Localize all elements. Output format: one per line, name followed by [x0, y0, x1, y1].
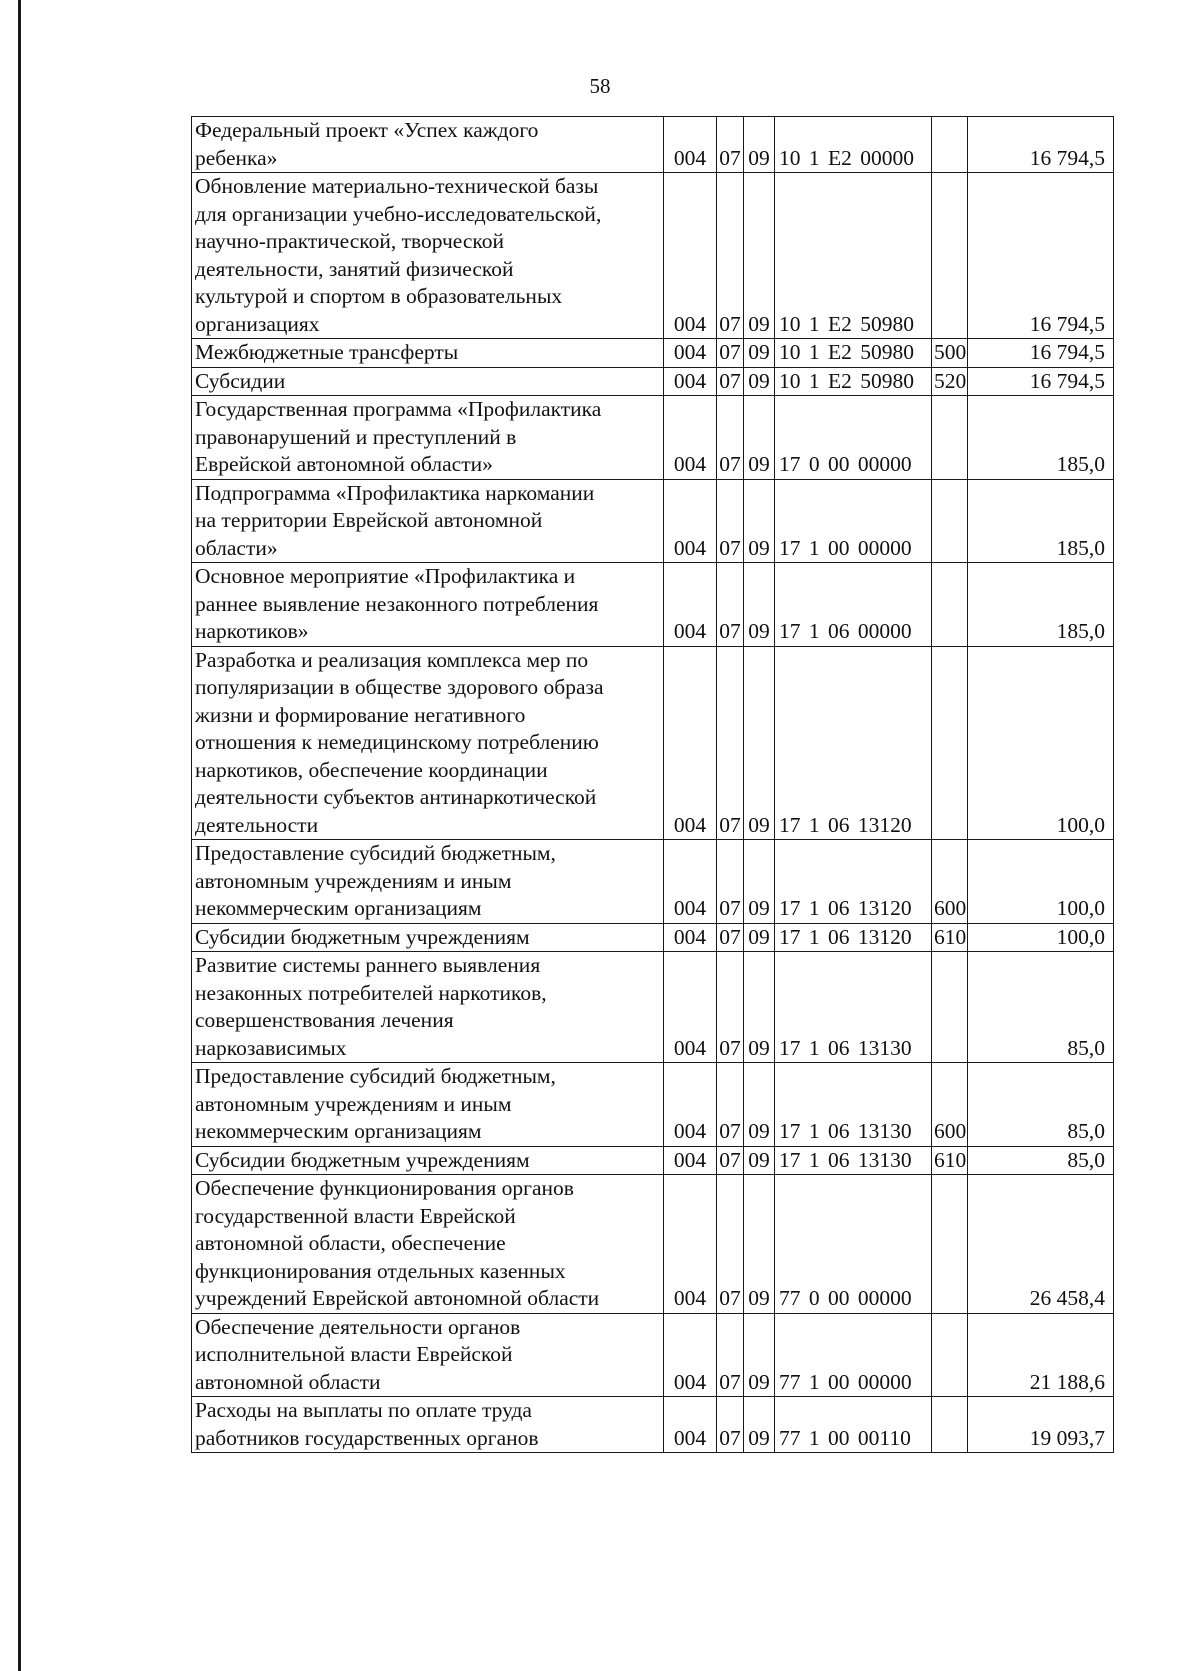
item-name-line: Предоставление субсидий бюджетным,: [195, 841, 556, 865]
subsection-code-cell: 09: [744, 1175, 775, 1314]
item-name-line: Межбюджетные трансферты: [195, 340, 459, 364]
subsection-code-cell: 09: [744, 952, 775, 1063]
target-article-cell: 17 1 06 00000: [775, 563, 932, 647]
table-row: [192, 479, 1114, 563]
expense-type-cell: [932, 396, 968, 480]
item-name-line: раннее выявление незаконного потребления: [195, 591, 599, 616]
subsection-code-cell: 09: [744, 117, 775, 173]
table-row: [192, 1313, 1114, 1397]
target-article-cell: 77 0 00 00000: [775, 1175, 932, 1314]
amount-cell: 21 188,6: [968, 1313, 1114, 1397]
ministry-code-cell: 004: [664, 339, 717, 368]
item-name-line: научно-практической, творческой: [195, 229, 504, 253]
target-article-cell: 10 1 Е2 50980: [775, 173, 932, 339]
item-name-cell: [192, 840, 664, 924]
ministry-code-cell: 004: [664, 1146, 717, 1175]
item-name-line: Субсидии бюджетным учреждениям: [195, 1147, 530, 1172]
expense-type-cell: 600: [932, 840, 968, 924]
item-name-cell: [192, 1175, 664, 1314]
item-name-line: исполнительной власти Еврейской: [195, 1342, 513, 1366]
amount-cell: 85,0: [968, 952, 1114, 1063]
section-code-cell: 07: [717, 479, 744, 563]
item-name-line: автономным учреждениям и иным: [195, 868, 512, 893]
expense-type-cell: 610: [932, 1146, 968, 1175]
item-name-cell: [192, 1063, 664, 1147]
table-row: [192, 923, 1114, 952]
item-name-cell: [192, 1146, 664, 1175]
ministry-code-cell: 004: [664, 117, 717, 173]
subsection-code-cell: 09: [744, 479, 775, 563]
item-name-line: незаконных потребителей наркотиков,: [195, 980, 547, 1005]
expense-type-cell: [932, 1175, 968, 1314]
item-name-line: Субсидии: [195, 368, 286, 393]
subsection-code-cell: 09: [744, 840, 775, 924]
subsection-code-cell: 09: [744, 1397, 775, 1453]
ministry-code-cell: 004: [664, 923, 717, 952]
expense-type-cell: [932, 646, 968, 840]
item-name-line: культурой и спортом в образовательных: [195, 284, 563, 308]
item-name-line: на территории Еврейской автономной: [195, 508, 543, 532]
subsection-code-cell: 09: [744, 563, 775, 647]
amount-cell: 19 093,7: [968, 1397, 1114, 1453]
item-name-line: некоммерческим организациям: [195, 896, 482, 920]
item-name-line: Предоставление субсидий бюджетным,: [195, 1064, 556, 1088]
item-name-line: Основное мероприятие «Профилактика и: [195, 564, 576, 588]
item-name-cell: [192, 396, 664, 480]
item-name-line: Обеспечение функционирования органов: [195, 1176, 574, 1200]
item-name-line: автономным учреждениям и иным: [195, 1091, 512, 1116]
ministry-code-cell: 004: [664, 646, 717, 840]
table-row: [192, 563, 1114, 647]
ministry-code-cell: 004: [664, 479, 717, 563]
section-code-cell: 07: [717, 563, 744, 647]
ministry-code-cell: 004: [664, 396, 717, 480]
ministry-code-cell: 004: [664, 173, 717, 339]
table-row: [192, 173, 1114, 339]
item-name-line: наркозависимых: [195, 1035, 347, 1060]
table-row: [192, 840, 1114, 924]
amount-cell: 16 794,5: [968, 339, 1114, 368]
item-name-line: автономной области, обеспечение: [195, 1231, 506, 1255]
item-name-cell: [192, 952, 664, 1063]
section-code-cell: 07: [717, 1397, 744, 1453]
expense-type-cell: [932, 563, 968, 647]
expense-type-cell: 500: [932, 339, 968, 368]
section-code-cell: 07: [717, 923, 744, 952]
item-name-line: деятельности субъектов антинаркотической: [195, 785, 597, 809]
item-name-cell: [192, 367, 664, 396]
item-name-line: учреждений Еврейской автономной области: [195, 1286, 600, 1310]
table-row: [192, 117, 1114, 173]
item-name-line: для организации учебно-исследовательской,: [195, 201, 602, 226]
section-code-cell: 07: [717, 396, 744, 480]
ministry-code-cell: 004: [664, 563, 717, 647]
item-name-line: области»: [195, 535, 278, 560]
scan-edge-line: [18, 0, 21, 1671]
item-name-line: совершенствования лечения: [195, 1008, 454, 1032]
amount-cell: 85,0: [968, 1146, 1114, 1175]
section-code-cell: 07: [717, 1146, 744, 1175]
item-name-cell: [192, 923, 664, 952]
item-name-line: государственной власти Еврейской: [195, 1203, 516, 1228]
amount-cell: 100,0: [968, 646, 1114, 840]
page-number: 58: [589, 74, 611, 98]
amount-cell: 85,0: [968, 1063, 1114, 1147]
table-row: [192, 396, 1114, 480]
target-article-cell: 17 1 06 13130: [775, 1063, 932, 1147]
section-code-cell: 07: [717, 1175, 744, 1314]
expense-type-cell: [932, 479, 968, 563]
table-row: [192, 1063, 1114, 1147]
item-name-cell: [192, 1313, 664, 1397]
item-name-line: некоммерческим организациям: [195, 1119, 482, 1143]
item-name-line: Федеральный проект «Успех каждого: [195, 118, 539, 142]
target-article-cell: 10 1 Е2 50980: [775, 339, 932, 368]
item-name-line: ребенка»: [195, 145, 278, 170]
item-name-line: Обновление материально-технической базы: [195, 174, 599, 198]
item-name-cell: [192, 117, 664, 173]
amount-cell: 16 794,5: [968, 367, 1114, 396]
item-name-cell: [192, 339, 664, 368]
item-name-cell: [192, 479, 664, 563]
section-code-cell: 07: [717, 1063, 744, 1147]
expense-type-cell: 520: [932, 367, 968, 396]
table-row: [192, 1397, 1114, 1453]
section-code-cell: 07: [717, 1313, 744, 1397]
target-article-cell: 17 0 00 00000: [775, 396, 932, 480]
item-name-line: работников государственных органов: [195, 1425, 539, 1450]
ministry-code-cell: 004: [664, 1175, 717, 1314]
item-name-line: популяризации в обществе здорового образа: [195, 675, 604, 699]
item-name-line: Государственная программа «Профилактика: [195, 397, 602, 421]
table-row: [192, 1146, 1114, 1175]
expense-type-cell: [932, 173, 968, 339]
target-article-cell: 77 1 00 00000: [775, 1313, 932, 1397]
amount-cell: 185,0: [968, 563, 1114, 647]
ministry-code-cell: 004: [664, 1063, 717, 1147]
item-name-line: Субсидии бюджетным учреждениям: [195, 924, 530, 949]
expense-type-cell: [932, 117, 968, 173]
target-article-cell: 17 1 00 00000: [775, 479, 932, 563]
table-row: [192, 646, 1114, 840]
item-name-line: отношения к немедицинскому потреблению: [195, 730, 599, 754]
amount-cell: 100,0: [968, 923, 1114, 952]
section-code-cell: 07: [717, 646, 744, 840]
table-row: [192, 1175, 1114, 1314]
subsection-code-cell: 09: [744, 646, 775, 840]
expense-type-cell: 600: [932, 1063, 968, 1147]
amount-cell: 185,0: [968, 479, 1114, 563]
item-name-line: наркотиков, обеспечение координации: [195, 757, 548, 782]
amount-cell: 16 794,5: [968, 117, 1114, 173]
item-name-line: автономной области: [195, 1369, 381, 1394]
target-article-cell: 17 1 06 13120: [775, 923, 932, 952]
amount-cell: 16 794,5: [968, 173, 1114, 339]
subsection-code-cell: 09: [744, 1313, 775, 1397]
subsection-code-cell: 09: [744, 173, 775, 339]
item-name-cell: [192, 646, 664, 840]
section-code-cell: 07: [717, 840, 744, 924]
amount-cell: 100,0: [968, 840, 1114, 924]
ministry-code-cell: 004: [664, 1397, 717, 1453]
item-name-line: Разработка и реализация комплекса мер по: [195, 647, 589, 672]
table-row: [192, 952, 1114, 1063]
subsection-code-cell: 09: [744, 1063, 775, 1147]
item-name-line: Подпрограмма «Профилактика наркомании: [195, 480, 595, 505]
item-name-line: жизни и формирование негативного: [195, 702, 526, 727]
subsection-code-cell: 09: [744, 923, 775, 952]
section-code-cell: 07: [717, 367, 744, 396]
item-name-line: деятельности: [195, 812, 319, 837]
table-row: [192, 339, 1114, 368]
target-article-cell: 77 1 00 00110: [775, 1397, 932, 1453]
amount-cell: 26 458,4: [968, 1175, 1114, 1314]
table-row: [192, 367, 1114, 396]
item-name-line: функционирования отдельных казенных: [195, 1258, 566, 1283]
expense-type-cell: [932, 1313, 968, 1397]
subsection-code-cell: 09: [744, 1146, 775, 1175]
ministry-code-cell: 004: [664, 952, 717, 1063]
budget-table: [191, 116, 1114, 1453]
item-name-line: организациях: [195, 311, 320, 336]
section-code-cell: 07: [717, 339, 744, 368]
ministry-code-cell: 004: [664, 367, 717, 396]
expense-type-cell: 610: [932, 923, 968, 952]
item-name-line: правонарушений и преступлений в: [195, 424, 517, 449]
target-article-cell: 10 1 Е2 00000: [775, 117, 932, 173]
section-code-cell: 07: [717, 952, 744, 1063]
item-name-cell: [192, 1397, 664, 1453]
subsection-code-cell: 09: [744, 339, 775, 368]
expense-type-cell: [932, 1397, 968, 1453]
item-name-cell: [192, 173, 664, 339]
item-name-cell: [192, 563, 664, 647]
item-name-line: наркотиков»: [195, 619, 309, 643]
target-article-cell: 10 1 Е2 50980: [775, 367, 932, 396]
section-code-cell: 07: [717, 173, 744, 339]
subsection-code-cell: 09: [744, 396, 775, 480]
item-name-line: Обеспечение деятельности органов: [195, 1314, 521, 1339]
budget-table-body: [192, 117, 1114, 1453]
ministry-code-cell: 004: [664, 1313, 717, 1397]
target-article-cell: 17 1 06 13120: [775, 646, 932, 840]
amount-cell: 185,0: [968, 396, 1114, 480]
expense-type-cell: [932, 952, 968, 1063]
ministry-code-cell: 004: [664, 840, 717, 924]
target-article-cell: 17 1 06 13130: [775, 1146, 932, 1175]
item-name-line: Расходы на выплаты по оплате труда: [195, 1398, 532, 1422]
target-article-cell: 17 1 06 13120: [775, 840, 932, 924]
item-name-line: Еврейской автономной области»: [195, 452, 493, 476]
item-name-line: Развитие системы раннего выявления: [195, 953, 541, 977]
item-name-line: деятельности, занятий физической: [195, 256, 514, 281]
target-article-cell: 17 1 06 13130: [775, 952, 932, 1063]
subsection-code-cell: 09: [744, 367, 775, 396]
section-code-cell: 07: [717, 117, 744, 173]
